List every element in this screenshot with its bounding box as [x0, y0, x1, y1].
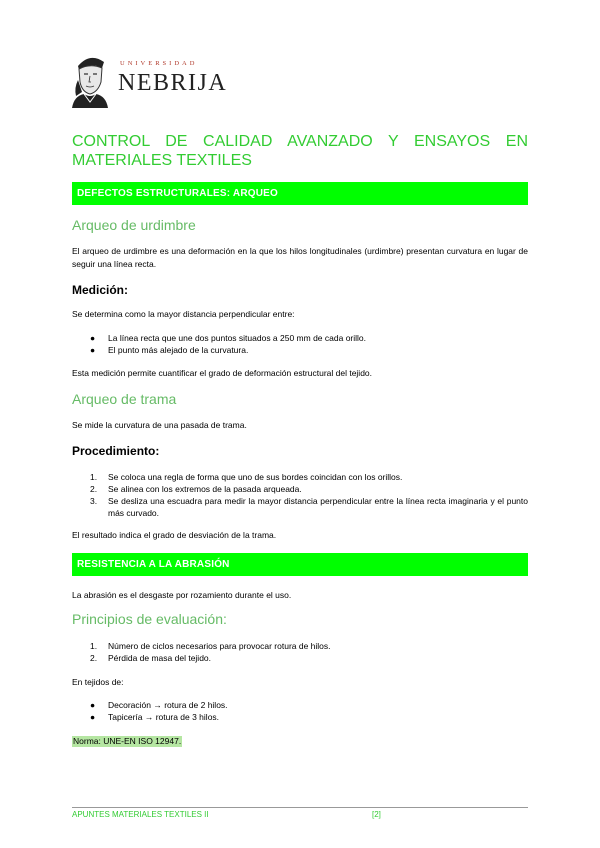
footer-divider — [72, 807, 528, 808]
bullet-icon: ● — [90, 333, 96, 343]
footer-page-number: [2] — [372, 810, 381, 819]
list-item: 2. Se alinea con los extremos de la pasada arqueada. — [90, 484, 302, 494]
list-item: 3. Se desliza una escuadra para medir la mayor distancia perpendicular entre la línea recta imaginaria y el punto más curvado. — [90, 496, 528, 518]
heading-medicion: Medición: — [72, 283, 128, 297]
list-item: ● Tapicería → rotura de 3 hilos. — [90, 712, 220, 722]
bullet-icon: ● — [90, 700, 96, 710]
subheading-arqueo-urdimbre: Arqueo de urdimbre — [72, 217, 196, 233]
document-title: CONTROL DE CALIDAD AVANZADO Y ENSAYOS EN MATERIALES TEXTILES — [72, 133, 528, 169]
list-item: 2. Pérdida de masa del tejido. — [90, 653, 212, 663]
paragraph-abrasion: La abrasión es el desgaste por rozamiento durante el uso. — [72, 590, 292, 600]
principios-steps-list — [90, 640, 528, 664]
list-item: ● Decoración → rotura de 2 hilos. — [90, 700, 228, 710]
list-item: 1. Número de ciclos necesarios para provocar rotura de hilos. — [90, 641, 331, 651]
list-item: ● El punto más alejado de la curvatura. — [90, 345, 249, 355]
list-item: 1. Se coloca una regla de forma que uno de sus bordes coincidan con los orillos. — [90, 472, 403, 482]
heading-procedimiento: Procedimiento: — [72, 444, 160, 458]
subheading-principios: Principios de evaluación: — [72, 611, 227, 627]
procedimiento-steps-list — [90, 471, 528, 519]
norm-reference: Norma: UNE-EN ISO 12947. — [73, 736, 182, 746]
medicion-bullet-list — [90, 332, 528, 356]
section-heading-arqueo: DEFECTOS ESTRUCTURALES: ARQUEO — [72, 182, 528, 205]
subheading-arqueo-trama: Arqueo de trama — [72, 391, 177, 407]
medicion-conclusion: Esta medición permite cuantificar el grado de deformación estructural del tejido. — [72, 368, 373, 378]
tejidos-intro: En tejidos de: — [72, 677, 124, 687]
logo-university-label: UNIVERSIDAD — [120, 60, 198, 67]
bullet-icon: ● — [90, 345, 96, 355]
portrait-logo-icon — [70, 52, 110, 108]
footer-course-title: APUNTES MATERIALES TEXTILES II — [72, 810, 209, 819]
paragraph-urdimbre: El arqueo de urdimbre es una deformación en la que los hilos longitudinales (urdimbre) presentan curvatura en lugar de seguir una línea recta. — [72, 246, 528, 269]
university-logo — [70, 52, 240, 110]
medicion-intro: Se determina como la mayor distancia perpendicular entre: — [72, 309, 295, 319]
paragraph-trama: Se mide la curvatura de una pasada de trama. — [72, 420, 247, 430]
section-heading-abrasion: RESISTENCIA A LA ABRASIÓN — [72, 553, 528, 576]
tejidos-bullet-list — [90, 699, 528, 723]
trama-conclusion: El resultado indica el grado de desviación de la trama. — [72, 530, 277, 540]
bullet-icon: ● — [90, 712, 96, 722]
list-item: ● La línea recta que une dos puntos situados a 250 mm de cada orillo. — [90, 333, 367, 343]
logo-name: NEBRIJA — [118, 70, 228, 96]
